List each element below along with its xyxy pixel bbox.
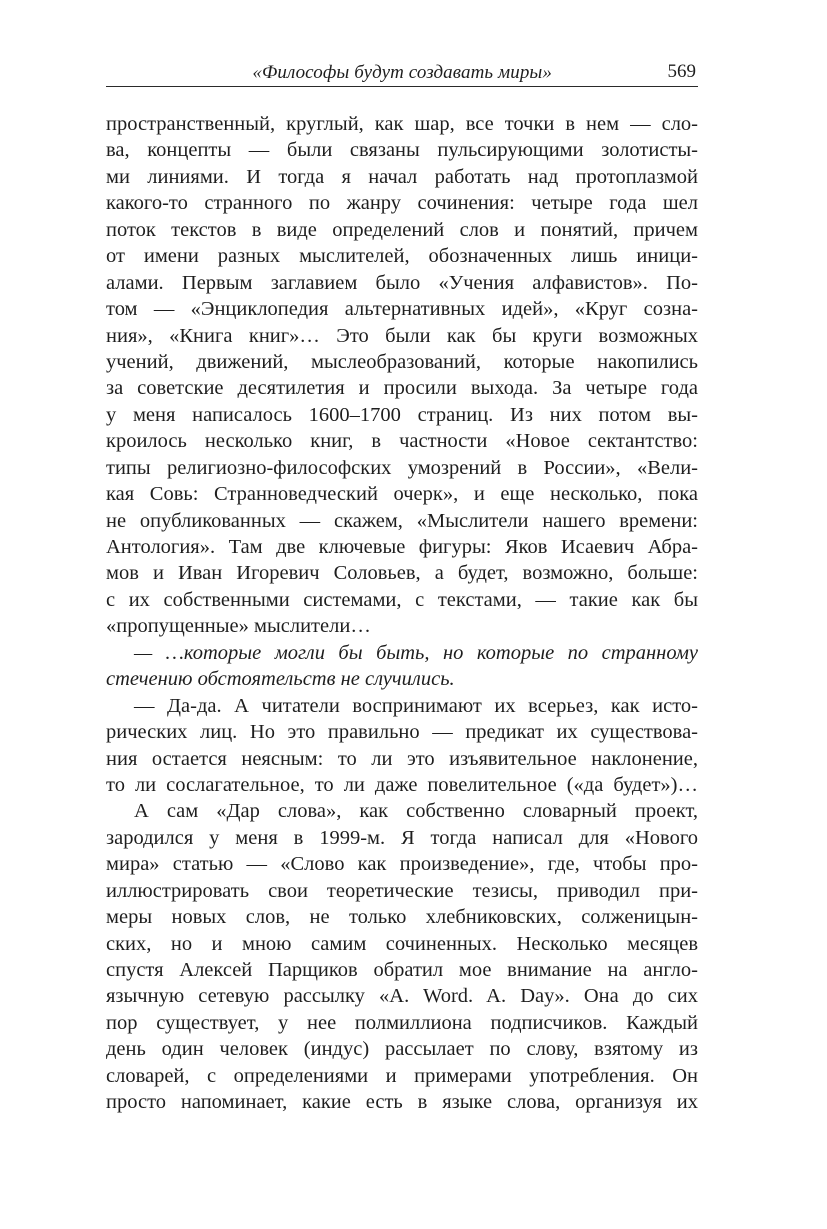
text-line: поток текстов в виде определений слов и понятий, причем bbox=[106, 218, 698, 241]
text-line: от имени разных мыслителей, обозначенных лишь иници- bbox=[106, 245, 698, 268]
text-line: рических лиц. Но это правильно — предикат их существова- bbox=[106, 721, 698, 744]
text-line: том — «Энциклопедия альтернативных идей», «Круг созна- bbox=[106, 298, 698, 321]
text-line: А сам «Дар слова», как собственно словарный проект, bbox=[134, 800, 698, 823]
text-line: учений, движений, мыслеобразований, которые накопились bbox=[106, 350, 698, 373]
text-line: ских, но и мною самим сочиненных. Несколько месяцев bbox=[106, 932, 698, 955]
text-line: за советские десятилетия и просили выхода. За четыре года bbox=[106, 377, 698, 400]
book-page bbox=[106, 58, 698, 1116]
body-text bbox=[106, 111, 698, 1116]
text-line: язычную сетевую рассылку «A. Word. A. Day». Она до сих bbox=[106, 985, 698, 1008]
text-line: ния», «Книга книг»… Это были как бы круги возможных bbox=[106, 324, 698, 347]
text-line: иллюстрировать свои теоретические тезисы, приводил при- bbox=[106, 879, 698, 902]
text-line: мов и Иван Игоревич Соловьев, а будет, возможно, больше: bbox=[106, 562, 698, 585]
running-title: «Философы будут создавать миры» bbox=[252, 62, 552, 83]
text-line: Антология». Там две ключевые фигуры: Яков Исаевич Абра- bbox=[106, 536, 698, 558]
running-header bbox=[106, 58, 698, 87]
text-line: типы религиозно-философских умозрений в России», «Вели- bbox=[106, 456, 698, 479]
text-line: у меня написалось 1600–1700 страниц. Из них потом вы- bbox=[106, 403, 698, 426]
text-line: меры новых слов, не только хлебниковских, солженицын- bbox=[106, 906, 698, 929]
text-line: день один человек (индус) рассылает по слову, взятому из bbox=[106, 1038, 698, 1061]
text-line: зародился у меня в 1999-м. Я тогда написал для «Нового bbox=[106, 826, 698, 849]
text-line: алами. Первым заглавием было «Учения алфавистов». По- bbox=[106, 271, 698, 294]
text-line: пор существует, у нее полмиллиона подписчиков. Каждый bbox=[106, 1011, 698, 1034]
text-line: кая Совь: Странноведческий очерк», и еще несколько, пока bbox=[106, 483, 698, 506]
text-line: просто напоминает, какие есть в языке слова, организуя их bbox=[106, 1091, 698, 1114]
text-line: — Да-да. А читатели воспринимают их всерьез, как исто- bbox=[134, 694, 698, 717]
text-line: кроилось несколько книг, в частности «Новое сектантство: bbox=[106, 430, 698, 453]
interviewer-line: — …которые могли бы быть, но которые по странному bbox=[134, 641, 698, 664]
text-line: «пропущенные» мыслители… bbox=[106, 615, 371, 638]
text-line: ва, концепты — были связаны пульсирующими золотисты- bbox=[106, 139, 698, 162]
text-line: то ли сослагательное, то ли даже повелительное («да будет»)… bbox=[106, 773, 698, 796]
text-line: ния остается неясным: то ли это изъявительное наклонение, bbox=[106, 747, 698, 770]
text-line: с их собственными системами, с текстами, — такие как бы bbox=[106, 588, 698, 611]
text-line: словарей, с определениями и примерами употребления. Он bbox=[106, 1064, 698, 1087]
text-line: не опубликованных — скажем, «Мыслители нашего времени: bbox=[106, 509, 698, 532]
text-line: какого-то странного по жанру сочинения: четыре года шел bbox=[106, 192, 698, 215]
text-line: спустя Алексей Парщиков обратил мое внимание на англо- bbox=[106, 959, 698, 981]
text-line: мира» статью — «Слово как произведение», где, чтобы про- bbox=[106, 853, 698, 876]
text-line: пространственный, круглый, как шар, все точки в нем — сло- bbox=[106, 113, 698, 135]
text-line: ми линиями. И тогда я начал работать над протоплазмой bbox=[106, 165, 698, 188]
page-number: 569 bbox=[667, 61, 696, 82]
interviewer-line: стечению обстоятельств не случились. bbox=[106, 668, 455, 691]
